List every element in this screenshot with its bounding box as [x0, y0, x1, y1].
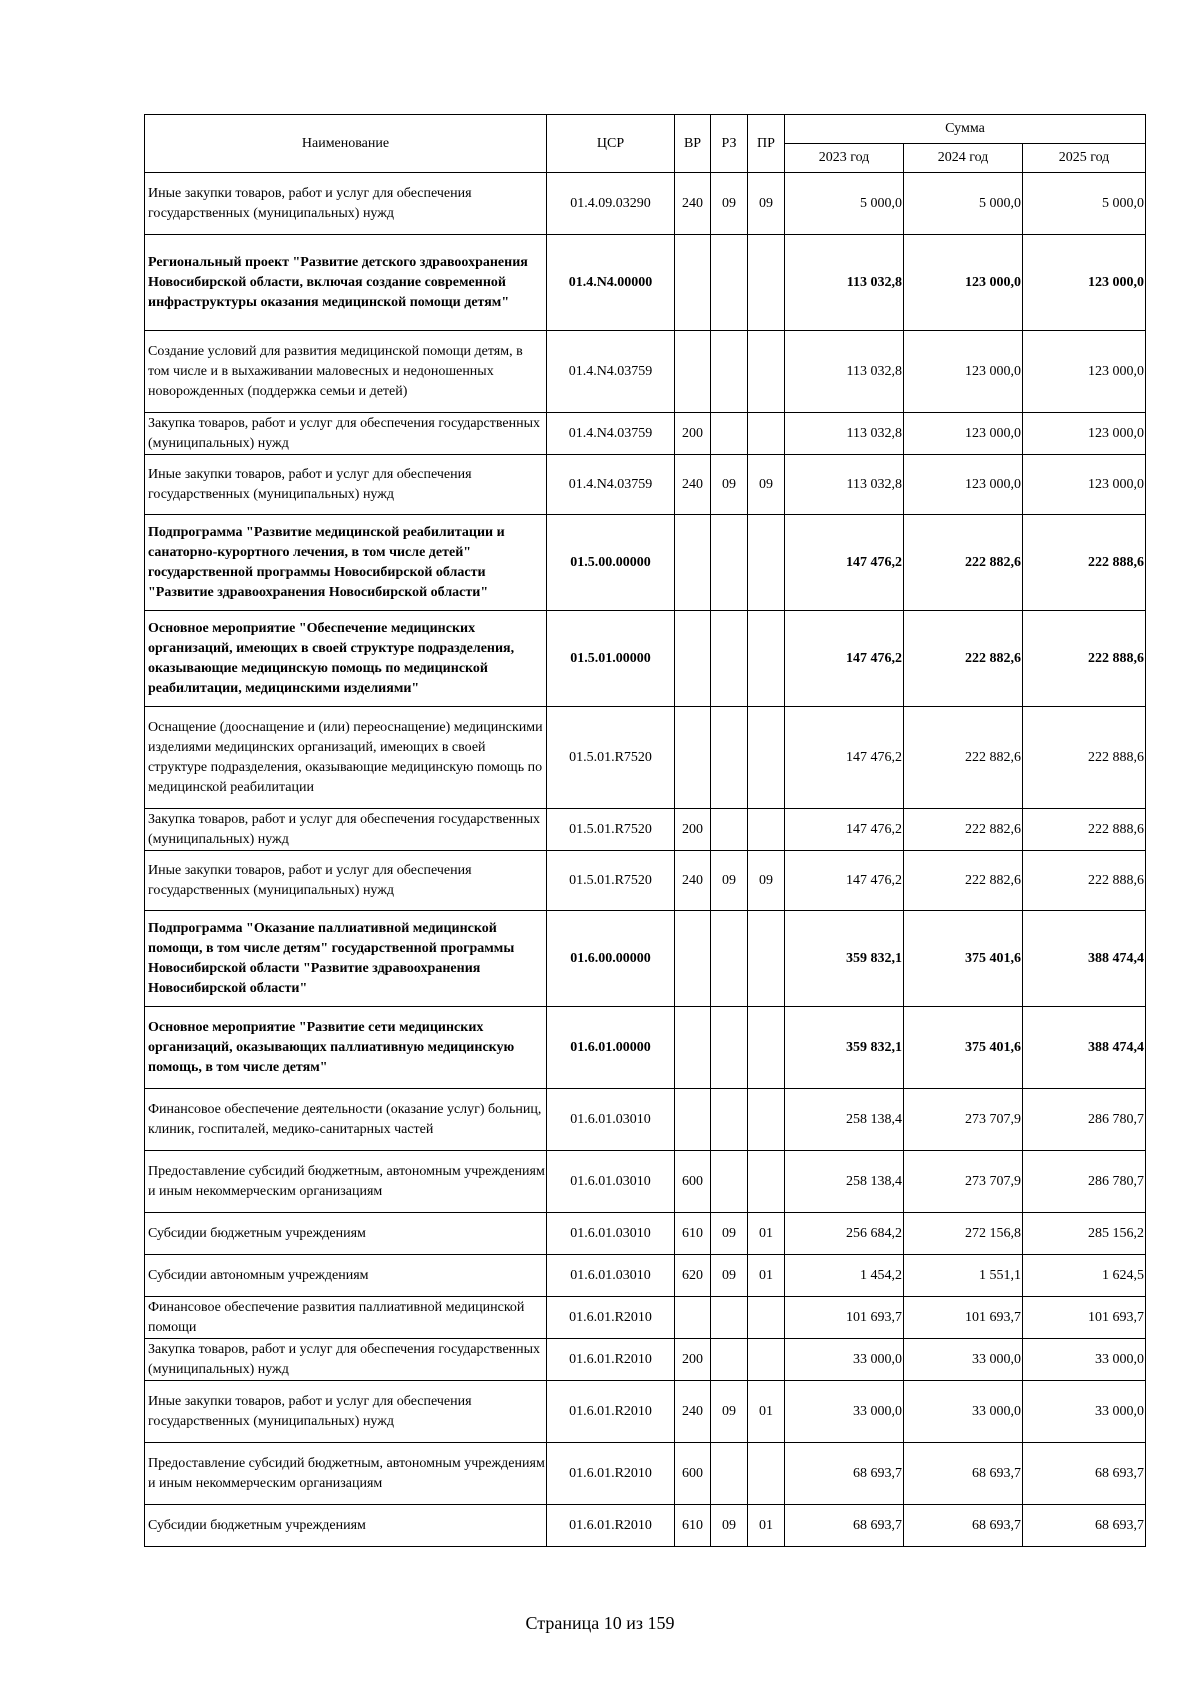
- budget-table: [144, 114, 1146, 1547]
- row-sum-2025: 222 888,6: [1023, 515, 1146, 611]
- row-sum-2024: 123 000,0: [904, 331, 1023, 413]
- row-sum-2025: 123 000,0: [1023, 413, 1146, 455]
- row-sum-2024: 222 882,6: [904, 515, 1023, 611]
- table-row: [145, 1151, 1146, 1213]
- row-vr: 610: [675, 1505, 711, 1547]
- row-sum-2023: 147 476,2: [785, 611, 904, 707]
- row-sum-2025: 123 000,0: [1023, 235, 1146, 331]
- row-sum-2023: 5 000,0: [785, 173, 904, 235]
- row-csr: 01.4.09.03290: [547, 173, 675, 235]
- row-sum-2024: 272 156,8: [904, 1213, 1023, 1255]
- row-name: Иные закупки товаров, работ и услуг для обеспечения государственных (муниципальных) нужд: [145, 173, 547, 235]
- row-vr: 610: [675, 1213, 711, 1255]
- row-rz: [711, 331, 748, 413]
- row-sum-2024: 123 000,0: [904, 235, 1023, 331]
- row-sum-2023: 147 476,2: [785, 515, 904, 611]
- row-vr: 200: [675, 809, 711, 851]
- row-sum-2024: 123 000,0: [904, 455, 1023, 515]
- row-sum-2023: 256 684,2: [785, 1213, 904, 1255]
- row-sum-2023: 68 693,7: [785, 1505, 904, 1547]
- row-rz: 09: [711, 851, 748, 911]
- table-row: [145, 1089, 1146, 1151]
- header-year-2023: 2023 год: [785, 144, 904, 173]
- row-vr: 200: [675, 413, 711, 455]
- row-sum-2024: 222 882,6: [904, 611, 1023, 707]
- row-csr: 01.5.01.R7520: [547, 809, 675, 851]
- row-pr: 09: [748, 851, 785, 911]
- row-sum-2023: 359 832,1: [785, 1007, 904, 1089]
- row-sum-2024: 273 707,9: [904, 1089, 1023, 1151]
- row-name: Оснащение (дооснащение и (или) переоснащение) медицинскими изделиями медицинских организаций, имеющих в своей структуре подразделения, оказывающие медицинскую помощь по медицинской реабилитации: [145, 707, 547, 809]
- table-header: [145, 115, 1146, 173]
- row-rz: [711, 1089, 748, 1151]
- row-sum-2023: 147 476,2: [785, 707, 904, 809]
- table-row: [145, 911, 1146, 1007]
- table-row: [145, 1339, 1146, 1381]
- row-vr: 600: [675, 1443, 711, 1505]
- row-rz: [711, 1339, 748, 1381]
- row-pr: [748, 331, 785, 413]
- row-pr: [748, 235, 785, 331]
- row-name: Закупка товаров, работ и услуг для обеспечения государственных (муниципальных) нужд: [145, 1339, 547, 1381]
- row-vr: [675, 1297, 711, 1339]
- header-name: Наименование: [145, 115, 547, 173]
- row-sum-2025: 388 474,4: [1023, 1007, 1146, 1089]
- table-body: [145, 173, 1146, 1547]
- row-name: Предоставление субсидий бюджетным, автономным учреждениям и иным некоммерческим организациям: [145, 1151, 547, 1213]
- row-csr: 01.6.01.R2010: [547, 1297, 675, 1339]
- row-sum-2025: 222 888,6: [1023, 851, 1146, 911]
- header-csr: ЦСР: [547, 115, 675, 173]
- row-rz: 09: [711, 173, 748, 235]
- header-rz: РЗ: [711, 115, 748, 173]
- row-csr: 01.4.N4.03759: [547, 455, 675, 515]
- row-vr: [675, 1007, 711, 1089]
- row-pr: [748, 1151, 785, 1213]
- row-name: Основное мероприятие "Развитие сети медицинских организаций, оказывающих паллиативную медицинскую помощь, в том числе детям": [145, 1007, 547, 1089]
- row-sum-2024: 222 882,6: [904, 851, 1023, 911]
- row-sum-2025: 68 693,7: [1023, 1443, 1146, 1505]
- row-sum-2024: 1 551,1: [904, 1255, 1023, 1297]
- row-sum-2024: 68 693,7: [904, 1505, 1023, 1547]
- row-csr: 01.5.01.R7520: [547, 707, 675, 809]
- table-row: [145, 1255, 1146, 1297]
- row-csr: 01.6.01.03010: [547, 1213, 675, 1255]
- row-pr: 01: [748, 1381, 785, 1443]
- row-vr: 240: [675, 173, 711, 235]
- row-rz: [711, 1151, 748, 1213]
- row-vr: 600: [675, 1151, 711, 1213]
- row-rz: [711, 515, 748, 611]
- row-sum-2025: 68 693,7: [1023, 1505, 1146, 1547]
- row-pr: [748, 1443, 785, 1505]
- row-rz: [711, 611, 748, 707]
- row-name: Региональный проект "Развитие детского здравоохранения Новосибирской области, включая создание современной инфраструктуры оказания медицинской помощи детям": [145, 235, 547, 331]
- row-sum-2025: 388 474,4: [1023, 911, 1146, 1007]
- row-sum-2024: 273 707,9: [904, 1151, 1023, 1213]
- row-sum-2025: 286 780,7: [1023, 1089, 1146, 1151]
- row-rz: [711, 1007, 748, 1089]
- row-vr: [675, 1089, 711, 1151]
- row-name: Субсидии автономным учреждениям: [145, 1255, 547, 1297]
- row-pr: 01: [748, 1255, 785, 1297]
- row-sum-2025: 123 000,0: [1023, 331, 1146, 413]
- row-sum-2025: 222 888,6: [1023, 707, 1146, 809]
- row-vr: [675, 911, 711, 1007]
- row-sum-2024: 68 693,7: [904, 1443, 1023, 1505]
- row-sum-2023: 113 032,8: [785, 331, 904, 413]
- table-row: [145, 173, 1146, 235]
- header-sum: Сумма: [785, 115, 1146, 144]
- row-rz: [711, 911, 748, 1007]
- row-sum-2024: 375 401,6: [904, 911, 1023, 1007]
- row-rz: 09: [711, 1505, 748, 1547]
- row-sum-2024: 123 000,0: [904, 413, 1023, 455]
- header-year-2025: 2025 год: [1023, 144, 1146, 173]
- row-csr: 01.6.00.00000: [547, 911, 675, 1007]
- row-csr: 01.5.00.00000: [547, 515, 675, 611]
- table-row: [145, 413, 1146, 455]
- row-pr: [748, 707, 785, 809]
- row-csr: 01.6.01.R2010: [547, 1381, 675, 1443]
- row-sum-2024: 5 000,0: [904, 173, 1023, 235]
- row-sum-2023: 101 693,7: [785, 1297, 904, 1339]
- table-row: [145, 455, 1146, 515]
- row-csr: 01.6.01.03010: [547, 1151, 675, 1213]
- row-sum-2024: 33 000,0: [904, 1339, 1023, 1381]
- row-sum-2025: 123 000,0: [1023, 455, 1146, 515]
- table-row: [145, 1007, 1146, 1089]
- table-row: [145, 707, 1146, 809]
- row-name: Основное мероприятие "Обеспечение медицинских организаций, имеющих в своей структуре подразделения, оказывающие медицинскую помощь по медицинской реабилитации, медицинскими изделиями": [145, 611, 547, 707]
- table-row: [145, 1443, 1146, 1505]
- row-csr: 01.6.01.R2010: [547, 1443, 675, 1505]
- row-sum-2023: 1 454,2: [785, 1255, 904, 1297]
- row-sum-2024: 222 882,6: [904, 707, 1023, 809]
- row-sum-2023: 258 138,4: [785, 1089, 904, 1151]
- row-pr: [748, 1007, 785, 1089]
- table-row: [145, 331, 1146, 413]
- header-pr: ПР: [748, 115, 785, 173]
- row-name: Иные закупки товаров, работ и услуг для обеспечения государственных (муниципальных) нужд: [145, 1381, 547, 1443]
- header-vr: ВР: [675, 115, 711, 173]
- row-rz: [711, 809, 748, 851]
- table-row: [145, 1213, 1146, 1255]
- table-row: [145, 1297, 1146, 1339]
- row-vr: 620: [675, 1255, 711, 1297]
- row-vr: [675, 235, 711, 331]
- table-row: [145, 1381, 1146, 1443]
- row-name: Субсидии бюджетным учреждениям: [145, 1505, 547, 1547]
- row-name: Подпрограмма "Развитие медицинской реабилитации и санаторно-курортного лечения, в том числе детей" государственной программы Новосибирской области "Развитие здравоохранения Новосибирской области": [145, 515, 547, 611]
- row-pr: [748, 911, 785, 1007]
- row-vr: 200: [675, 1339, 711, 1381]
- row-csr: 01.4.N4.03759: [547, 331, 675, 413]
- row-sum-2024: 101 693,7: [904, 1297, 1023, 1339]
- page-number: Страница 10 из 159: [525, 1613, 675, 1633]
- row-name: Субсидии бюджетным учреждениям: [145, 1213, 547, 1255]
- row-pr: 09: [748, 455, 785, 515]
- row-pr: [748, 413, 785, 455]
- row-vr: 240: [675, 851, 711, 911]
- row-sum-2025: 33 000,0: [1023, 1339, 1146, 1381]
- row-rz: [711, 1297, 748, 1339]
- row-name: Иные закупки товаров, работ и услуг для обеспечения государственных (муниципальных) нужд: [145, 455, 547, 515]
- row-pr: [748, 809, 785, 851]
- row-csr: 01.6.01.03010: [547, 1255, 675, 1297]
- row-sum-2023: 33 000,0: [785, 1339, 904, 1381]
- table-row: [145, 1505, 1146, 1547]
- row-pr: [748, 1089, 785, 1151]
- row-sum-2025: 5 000,0: [1023, 173, 1146, 235]
- row-pr: 01: [748, 1505, 785, 1547]
- row-sum-2023: 68 693,7: [785, 1443, 904, 1505]
- row-name: Предоставление субсидий бюджетным, автономным учреждениям и иным некоммерческим организациям: [145, 1443, 547, 1505]
- row-sum-2025: 222 888,6: [1023, 809, 1146, 851]
- row-pr: [748, 515, 785, 611]
- row-vr: 240: [675, 1381, 711, 1443]
- row-pr: [748, 611, 785, 707]
- row-rz: 09: [711, 1213, 748, 1255]
- row-sum-2023: 147 476,2: [785, 851, 904, 911]
- row-sum-2023: 147 476,2: [785, 809, 904, 851]
- row-rz: [711, 235, 748, 331]
- row-vr: 240: [675, 455, 711, 515]
- row-sum-2025: 33 000,0: [1023, 1381, 1146, 1443]
- header-year-2024: 2024 год: [904, 144, 1023, 173]
- row-sum-2025: 222 888,6: [1023, 611, 1146, 707]
- row-pr: 01: [748, 1213, 785, 1255]
- row-sum-2025: 101 693,7: [1023, 1297, 1146, 1339]
- row-vr: [675, 515, 711, 611]
- row-name: Закупка товаров, работ и услуг для обеспечения государственных (муниципальных) нужд: [145, 809, 547, 851]
- row-csr: 01.6.01.R2010: [547, 1339, 675, 1381]
- table-row: [145, 809, 1146, 851]
- row-vr: [675, 331, 711, 413]
- row-csr: 01.4.N4.03759: [547, 413, 675, 455]
- row-pr: 09: [748, 173, 785, 235]
- row-sum-2023: 359 832,1: [785, 911, 904, 1007]
- row-vr: [675, 611, 711, 707]
- row-name: Финансовое обеспечение развития паллиативной медицинской помощи: [145, 1297, 547, 1339]
- row-sum-2025: 1 624,5: [1023, 1255, 1146, 1297]
- row-sum-2025: 285 156,2: [1023, 1213, 1146, 1255]
- row-name: Подпрограмма "Оказание паллиативной медицинской помощи, в том числе детям" государственной программы Новосибирской области "Развитие здравоохранения Новосибирской области": [145, 911, 547, 1007]
- row-rz: [711, 707, 748, 809]
- row-rz: 09: [711, 1255, 748, 1297]
- row-csr: 01.6.01.R2010: [547, 1505, 675, 1547]
- row-rz: 09: [711, 1381, 748, 1443]
- row-csr: 01.6.01.03010: [547, 1089, 675, 1151]
- row-name: Закупка товаров, работ и услуг для обеспечения государственных (муниципальных) нужд: [145, 413, 547, 455]
- row-name: Финансовое обеспечение деятельности (оказание услуг) больниц, клиник, госпиталей, медико-санитарных частей: [145, 1089, 547, 1151]
- row-pr: [748, 1297, 785, 1339]
- row-name: Создание условий для развития медицинской помощи детям, в том числе и в выхаживании маловесных и недоношенных новорожденных (поддержка семьи и детей): [145, 331, 547, 413]
- row-sum-2024: 222 882,6: [904, 809, 1023, 851]
- row-csr: 01.5.01.R7520: [547, 851, 675, 911]
- table-row: [145, 515, 1146, 611]
- table-row: [145, 611, 1146, 707]
- row-sum-2023: 113 032,8: [785, 455, 904, 515]
- row-sum-2023: 33 000,0: [785, 1381, 904, 1443]
- row-rz: 09: [711, 455, 748, 515]
- row-sum-2025: 286 780,7: [1023, 1151, 1146, 1213]
- row-csr: 01.5.01.00000: [547, 611, 675, 707]
- row-sum-2024: 33 000,0: [904, 1381, 1023, 1443]
- row-sum-2023: 113 032,8: [785, 235, 904, 331]
- row-vr: [675, 707, 711, 809]
- row-csr: 01.6.01.00000: [547, 1007, 675, 1089]
- row-sum-2023: 113 032,8: [785, 413, 904, 455]
- row-csr: 01.4.N4.00000: [547, 235, 675, 331]
- table-row: [145, 235, 1146, 331]
- row-name: Иные закупки товаров, работ и услуг для обеспечения государственных (муниципальных) нужд: [145, 851, 547, 911]
- table-row: [145, 851, 1146, 911]
- row-rz: [711, 1443, 748, 1505]
- row-pr: [748, 1339, 785, 1381]
- row-sum-2023: 258 138,4: [785, 1151, 904, 1213]
- row-rz: [711, 413, 748, 455]
- row-sum-2024: 375 401,6: [904, 1007, 1023, 1089]
